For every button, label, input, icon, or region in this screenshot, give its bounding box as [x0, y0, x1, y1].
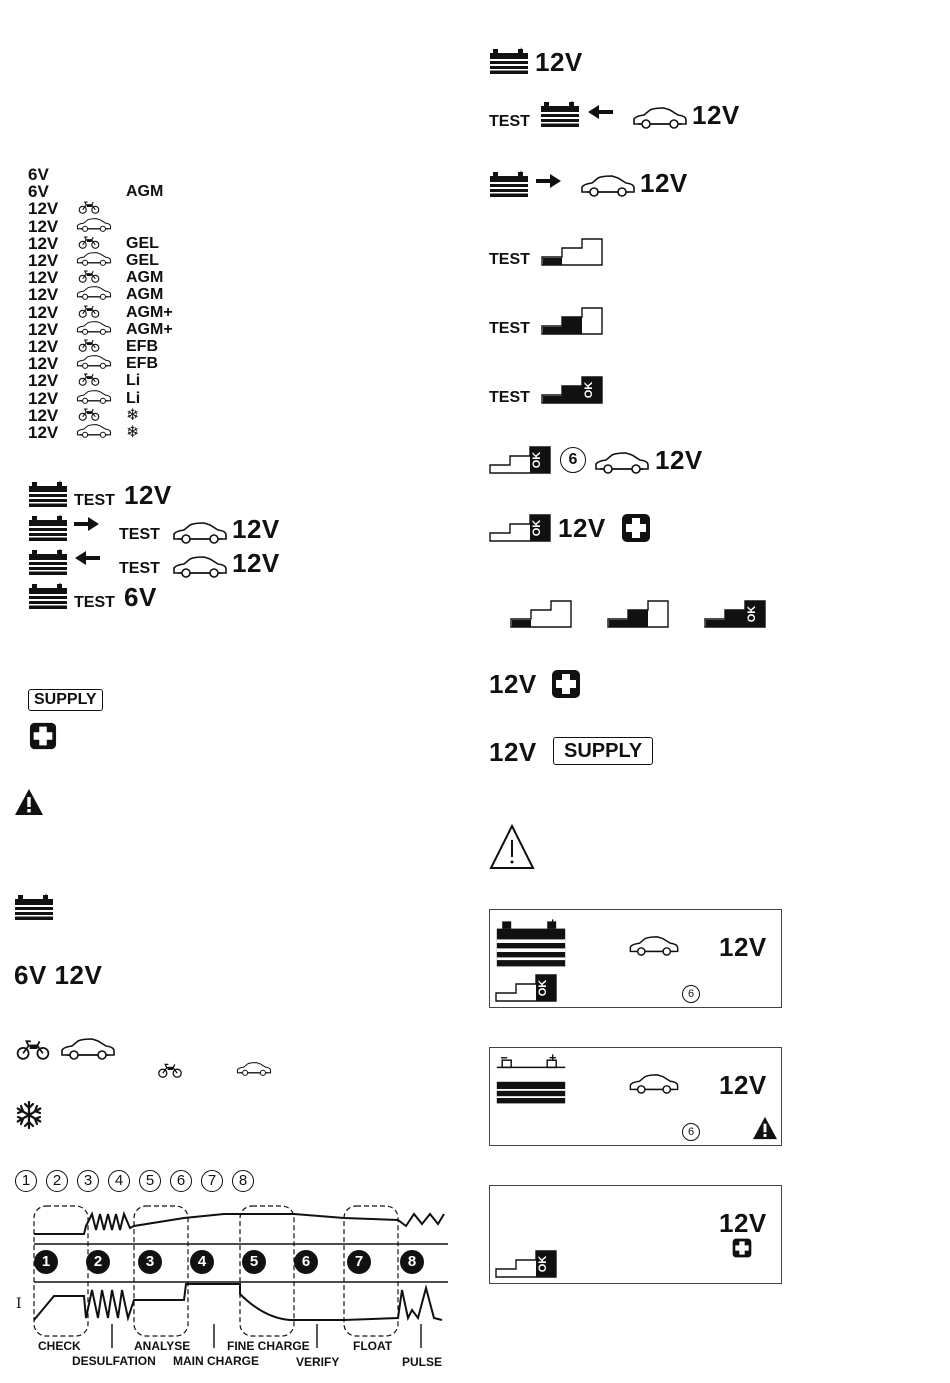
stage-label-desulfation: DESULFATION [72, 1354, 156, 1368]
svg-text:−: − [500, 1051, 508, 1065]
mode-list-row [28, 269, 163, 286]
charge-level-full-icon [704, 600, 766, 628]
voltage-label: 6V [124, 582, 157, 612]
motorcycle-icon [76, 338, 102, 352]
voltage-label: 12V [232, 548, 280, 578]
warning-outline-icon [489, 824, 535, 870]
motorcycle-icon-slot [76, 338, 126, 355]
voltage-label: 12V [535, 47, 583, 77]
mode-list-row [28, 218, 126, 235]
car-icon [60, 1038, 116, 1060]
warning-icon [752, 1116, 778, 1140]
car-icon [236, 1062, 272, 1076]
test-rows [28, 480, 328, 620]
car-icon [594, 452, 650, 474]
motorcycle-icon-slot [76, 269, 126, 286]
motorcycle-icon-slot [76, 200, 126, 217]
supply-badge: SUPPLY [553, 737, 653, 765]
battery-type: Li [126, 372, 141, 390]
test-label: TEST [489, 113, 530, 130]
mode-list-row [28, 166, 126, 183]
first-aid-icon [551, 669, 581, 699]
voltage-label: 12V [558, 513, 606, 543]
battery-icon [28, 514, 68, 542]
car-icon-slot [76, 355, 126, 372]
mode-list-row [28, 252, 159, 269]
battery-type: GEL [126, 234, 159, 252]
arrow-right-icon [74, 516, 100, 532]
battery-icon [28, 582, 68, 610]
motorcycle-icon-slot [76, 372, 126, 389]
car-icon-slot [76, 286, 126, 303]
mode-list-row [28, 338, 158, 355]
charge-ok-icon [489, 514, 551, 542]
voltage-label: 12V [719, 1208, 767, 1238]
charge-ok-icon [495, 1250, 557, 1278]
voltage-label: 12V [124, 480, 172, 510]
first-aid-icon [732, 1238, 752, 1258]
car-icon [580, 175, 636, 197]
battery-type: EFB [126, 355, 158, 373]
mode-list-row [28, 355, 158, 372]
car-icon-slot [76, 390, 126, 407]
voltage-label: 12V [232, 514, 280, 544]
battery-type: EFB [126, 338, 158, 355]
voltage-label: 12V [489, 737, 537, 767]
warning-icon [14, 788, 44, 816]
charge-level-full-icon [541, 376, 603, 404]
mode-list-row [28, 235, 159, 252]
cycle-number-row [15, 1170, 263, 1192]
mode-voltage: 12V [28, 216, 59, 236]
car-icon [628, 936, 680, 956]
test-label: TEST [74, 594, 115, 611]
voltage-curve [34, 1214, 444, 1234]
voltage-label: 12V [640, 168, 688, 198]
mode-voltage: 12V [28, 285, 59, 305]
mode-list-row [28, 183, 163, 200]
test-label: TEST [119, 560, 160, 577]
stage-number: 6 [294, 1250, 318, 1274]
mode-list-row [28, 424, 139, 441]
cycle-number: 2 [46, 1170, 68, 1192]
battery-icon [14, 893, 54, 921]
car-icon-slot [76, 218, 126, 235]
battery-icon [495, 915, 567, 971]
car-icon [628, 1074, 680, 1094]
cycle-number: 6 [170, 1170, 192, 1192]
stage-label-verify: VERIFY [296, 1355, 340, 1369]
charge-level-2-icon [607, 600, 669, 628]
mode-six-badge: 6 [682, 1123, 700, 1141]
mode-voltage: 12V [28, 199, 59, 219]
cycle-number: 3 [77, 1170, 99, 1192]
battery-type: GEL [126, 252, 159, 269]
stage-number-row [34, 1250, 454, 1274]
battery-type: AGM [126, 286, 164, 304]
car-icon-slot [76, 252, 126, 269]
supply-badge: SUPPLY [28, 689, 103, 711]
motorcycle-icon-slot [76, 304, 126, 321]
stage-number: 7 [347, 1250, 371, 1274]
car-icon [76, 286, 112, 300]
cycle-number: 8 [232, 1170, 254, 1192]
first-aid-icon [621, 513, 651, 543]
stage-label-fine-charge: FINE CHARGE [227, 1339, 310, 1353]
charge-level-1-icon [541, 238, 603, 266]
voltage-pair: 6V 12V [14, 960, 103, 990]
test-label: TEST [489, 389, 530, 406]
charge-ok-icon [489, 446, 551, 474]
car-icon [172, 556, 228, 578]
stage-number: 5 [242, 1250, 266, 1274]
mode-list-row [28, 407, 139, 424]
voltage-label: 12V [719, 1070, 767, 1100]
test-label: TEST [119, 526, 160, 543]
test-label: TEST [489, 320, 530, 337]
stage-number: 3 [138, 1250, 162, 1274]
first-aid-icon [28, 722, 58, 750]
mode-voltage: 12V [28, 423, 59, 442]
stage-label-analyse: ANALYSE [134, 1339, 191, 1353]
voltage-label: 12V [489, 669, 537, 699]
battery-type: Li [126, 389, 141, 407]
stage-label-float: FLOAT [353, 1339, 393, 1353]
mode-voltage: 12V [28, 388, 59, 408]
car-icon-slot [76, 321, 126, 338]
charge-level-1-icon [510, 600, 572, 628]
display-panel-ok [489, 909, 782, 1008]
stage-number: 2 [86, 1250, 110, 1274]
battery-type: AGM+ [126, 303, 173, 321]
cycle-number: 4 [108, 1170, 130, 1192]
stage-number: 1 [34, 1250, 58, 1274]
mode-voltage: 6V [28, 182, 49, 202]
mode-list-row [28, 304, 173, 321]
car-icon [172, 522, 228, 544]
battery-icon [489, 47, 529, 75]
battery-type: ❄ [126, 424, 140, 441]
mode-six-badge: 6 [682, 985, 700, 1003]
charge-level-2-icon [541, 307, 603, 335]
arrow-right-icon [536, 173, 562, 189]
arrow-left-icon [587, 104, 613, 120]
test-label: TEST [489, 251, 530, 268]
mode-voltage: 12V [28, 337, 59, 356]
svg-text:+: + [549, 1051, 557, 1065]
current-curve [34, 1284, 442, 1320]
stage-label-main-charge: MAIN CHARGE [173, 1354, 259, 1368]
mode-voltage: 12V [28, 233, 59, 253]
car-icon [76, 390, 112, 404]
battery-type: AGM+ [126, 320, 173, 338]
motorcycle-icon [14, 1038, 52, 1060]
display-panel-warning [489, 1047, 782, 1146]
battery-icon [28, 548, 68, 576]
battery-icon [28, 480, 68, 508]
mode-list-row [28, 321, 173, 338]
voltage-label: 12V [655, 445, 703, 475]
car-icon [76, 355, 112, 369]
motorcycle-icon [76, 372, 102, 386]
stage-label-check: CHECK [38, 1339, 81, 1353]
motorcycle-icon [76, 304, 102, 318]
mode-voltage: 12V [28, 319, 59, 339]
voltage-label: 12V [692, 100, 740, 130]
mode-voltage: 12V [28, 405, 59, 425]
arrow-left-icon [74, 550, 100, 566]
car-icon [76, 218, 112, 232]
display-panel-recovery [489, 1185, 782, 1284]
battery-icon [489, 170, 529, 198]
snowflake-icon [14, 1100, 44, 1130]
car-icon [76, 424, 112, 438]
charge-ok-icon [495, 974, 557, 1002]
battery-type: AGM [126, 183, 164, 201]
test-label: TEST [74, 492, 115, 509]
stage-label-pulse: PULSE [402, 1355, 443, 1369]
cycle-number: 5 [139, 1170, 161, 1192]
mode-six-badge: 6 [560, 447, 586, 473]
mode-list-row [28, 286, 163, 303]
cycle-number: 1 [15, 1170, 37, 1192]
motorcycle-icon [76, 269, 102, 283]
stage-number: 4 [190, 1250, 214, 1274]
motorcycle-icon [157, 1062, 183, 1078]
battery-icon [540, 100, 580, 128]
car-icon [76, 252, 112, 266]
car-icon-slot [76, 424, 126, 441]
motorcycle-icon-slot [76, 235, 126, 252]
current-symbol: I [16, 1296, 22, 1312]
cycle-number: 7 [201, 1170, 223, 1192]
mode-list-row [28, 390, 140, 407]
car-icon [76, 321, 112, 335]
mode-voltage: 12V [28, 371, 59, 391]
motorcycle-icon [76, 200, 102, 214]
car-icon [632, 107, 688, 129]
stage-number: 8 [400, 1250, 424, 1274]
motorcycle-icon [76, 235, 102, 249]
motorcycle-icon [76, 407, 102, 421]
voltage-label: 12V [719, 932, 767, 962]
battery-type: AGM [126, 269, 164, 287]
mode-list-row [28, 372, 140, 389]
mode-voltage: 12V [28, 268, 59, 288]
mode-list-row [28, 200, 126, 217]
battery-outline-icon [495, 1052, 567, 1108]
motorcycle-icon-slot [76, 407, 126, 424]
mode-voltage: 12V [28, 251, 59, 270]
mode-voltage: 12V [28, 354, 59, 374]
mode-voltage: 12V [28, 302, 59, 322]
battery-type: ❄ [126, 406, 140, 424]
mode-voltage: 6V [28, 165, 49, 184]
